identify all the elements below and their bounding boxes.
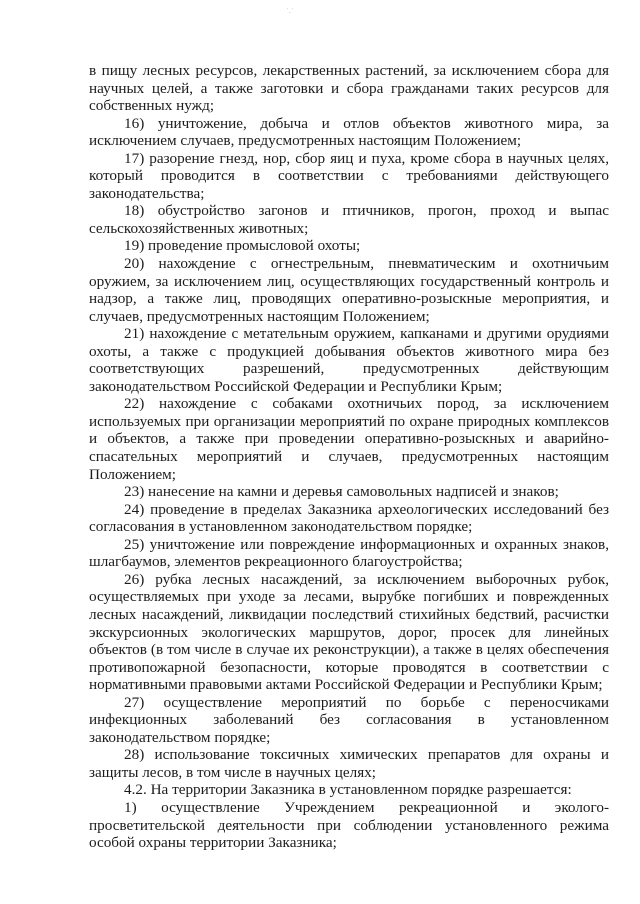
paragraph-item-16: 16) уничтожение, добыча и отлов объектов животного мира, за исключением случаев, предусмотренных настоящим Положением; [89,114,609,150]
section-4-2-heading: 4.2. На территории Заказника в установленном порядке разрешается: [124,781,572,799]
paragraph-item-21: 21) нахождение с метательным оружием, капканами и другими орудиями охоты, а также с продукцией добывания объектов животного мира без соответствующих разрешений, предусмотренных действующим законодательством Российской Федерации и Республики Крым; [89,325,609,395]
paragraph-item-18: 18) обустройство загонов и птичников, прогон, проход и выпас сельскохозяйственных животных; [89,202,609,237]
document-page [89,62,609,852]
paragraph-item-19: 19) проведение промысловой охоты; [124,237,361,255]
paragraph-item-24: 24) проведение в пределах Заказника археологических исследований без согласования в установленном законодательством порядке; [89,500,609,536]
paragraph-item-23: 23) нанесение на камни и деревья самовольных надписей и знаков; [124,483,559,501]
paragraph-item-17: 17) разорение гнезд, нор, сбор яиц и пуха, кроме сбора в научных целях, который проводится в соответствии с требованиями действующего законодательства; [89,149,609,202]
paragraph-allowed-item-1: 1) осуществление Учреждением рекреационной и эколого-просветительской деятельности при соблюдении установленного режима особой охраны территории Заказника; [89,798,609,852]
paragraph-item-25: 25) уничтожение или повреждение информационных и охранных знаков, шлагбаумов, элементов рекреационного благоустройства; [89,535,609,571]
paragraph-item-27: 27) осуществление мероприятий по борьбе с переносчиками инфекционных заболеваний без согласования в установленном законодательством порядке; [89,693,609,746]
paragraph-item-22: 22) нахождение с собаками охотничьих пород, за исключением используемых при организации мероприятий по охране природных комплексов и объектов, а также при проведении оперативно-розыскных и аварийно-спасательных мероприятий и случаев, предусмотренных настоящим Положением; [89,395,609,483]
paragraph-item-28: 28) использование токсичных химических препаратов для охраны и защиты лесов, в том числе в научных целях; [89,746,609,781]
paragraph-continuation: в пищу лесных ресурсов, лекарственных растений, за исключением сбора для научных целей, а также заготовки и сбора гражданами таких ресурсов для собственных нужд; [89,62,609,115]
paragraph-item-20: 20) нахождение с огнестрельным, пневматическим и охотничьим оружием, за исключением лиц, осуществляющих государственный контроль и надзор, а также лиц, проводящих оперативно-розыскные мероприятия, и случаев, предусмотренных настоящим Положением; [89,255,609,325]
scan-mark: ˙.˙ [286,8,294,15]
paragraph-item-26: 26) рубка лесных насаждений, за исключением выборочных рубок, осуществляемых при уходе за лесами, вырубке погибших и поврежденных лесных насаждений, ликвидации последствий стихийных бедствий, расчистки экскурсионных экологических маршрутов, дорог, просек для линейных объектов (в том числе в случае их реконструкции), а также в целях обеспечения противопожарной безопасности, которые проводятся в соответствии с нормативными правовыми актами Российской Федерации и Республики Крым; [89,570,609,694]
